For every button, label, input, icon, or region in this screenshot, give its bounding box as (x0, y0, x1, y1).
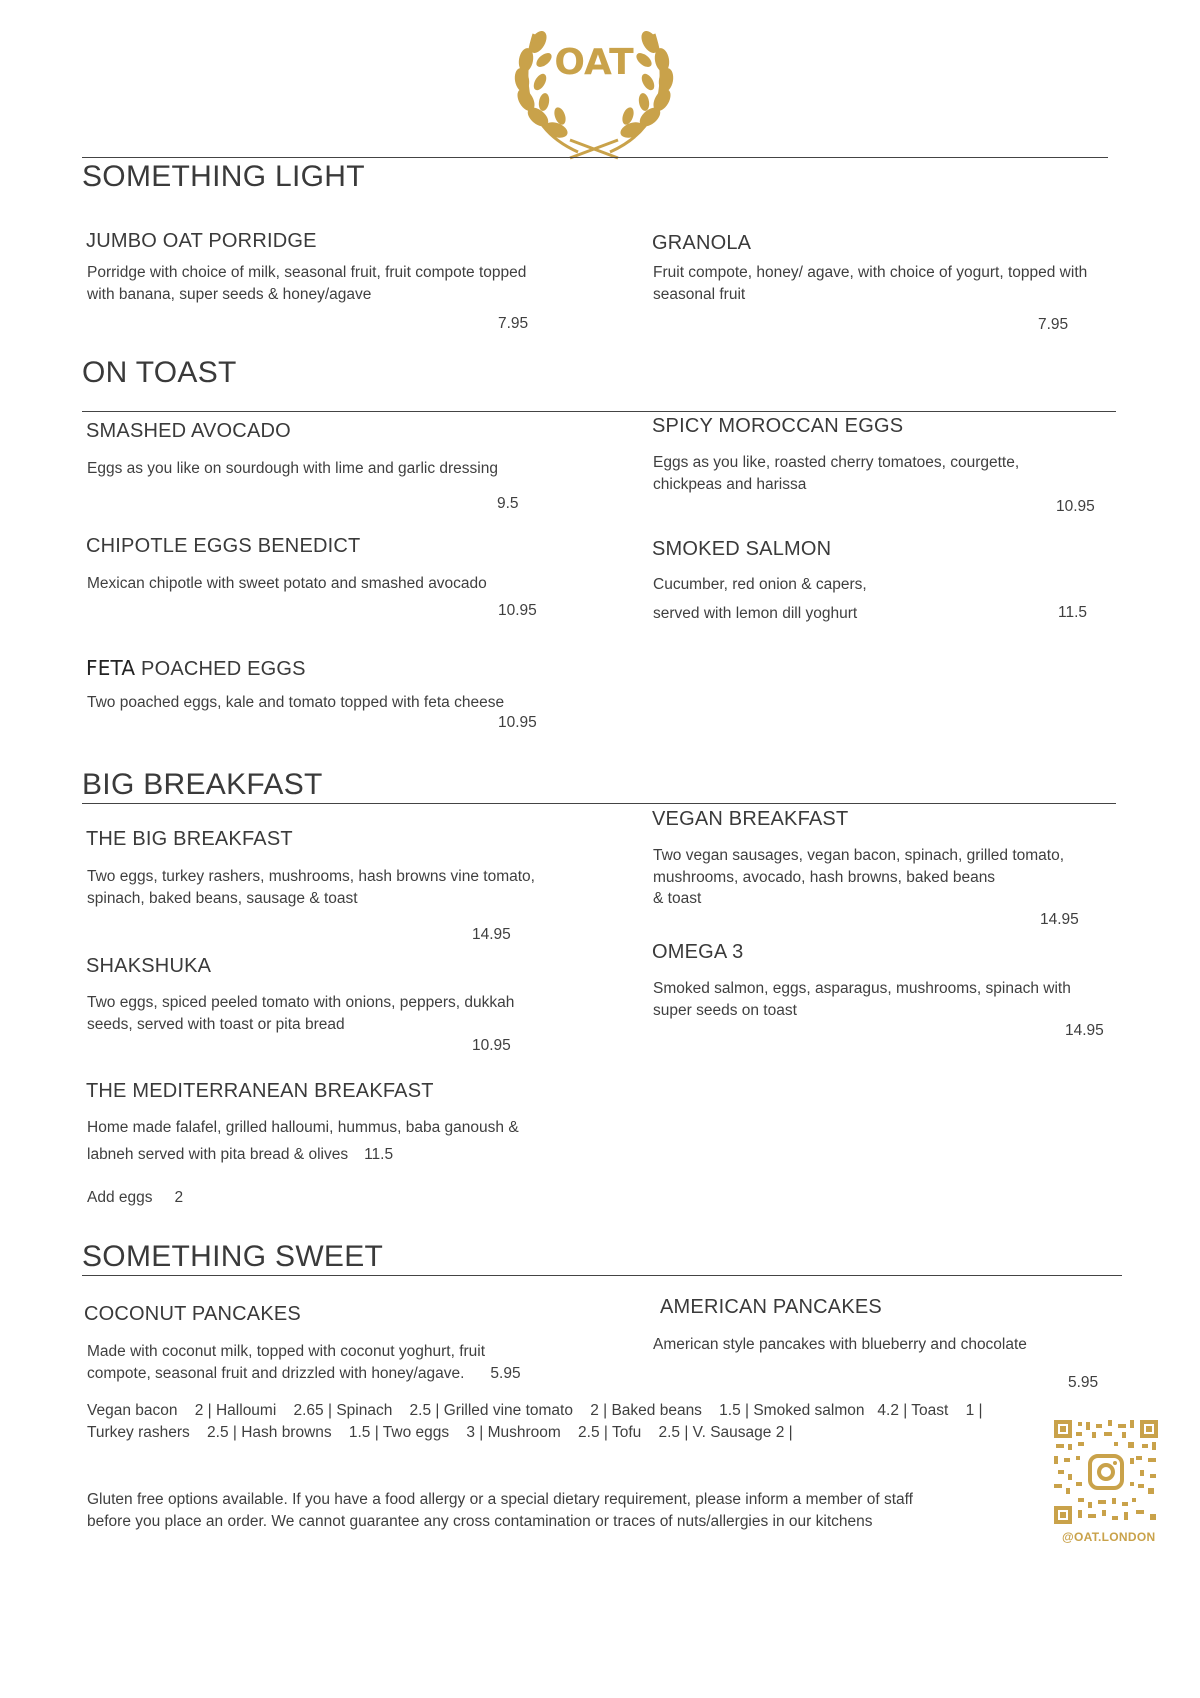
instagram-handle: @OAT.LONDON (1062, 1530, 1156, 1544)
section-divider (82, 411, 1116, 412)
item-title-part: POACHED EGGS (135, 658, 306, 680)
section-divider (82, 1275, 1122, 1276)
section-title-something-light: SOMETHING LIGHT (82, 160, 365, 193)
item-price: 5.95 (490, 1364, 521, 1382)
item-desc: Porridge with choice of milk, seasonal fruit, fruit compote topped with banana, super seeds & honey/agave (87, 264, 527, 303)
section-title-on-toast: ON TOAST (82, 356, 237, 389)
item-title-smashed-avocado: SMASHED AVOCADO (86, 420, 291, 442)
item-title-feta-poached-eggs (86, 656, 306, 681)
item-desc: Eggs as you like on sourdough with lime and garlic dressing (87, 460, 498, 477)
item-desc: Eggs as you like, roasted cherry tomatoes, courgette, chickpeas and harissa (653, 454, 1020, 493)
item-price: 10.95 (498, 602, 537, 619)
item-desc: Two eggs, turkey rashers, mushrooms, hash browns vine tomato, spinach, baked beans, sausage & toast (87, 868, 535, 907)
item-title-shakshuka: SHAKSHUKA (86, 955, 212, 977)
item-price: 14.95 (1040, 911, 1079, 928)
item-title-coconut-pancakes: COCONUT PANCAKES (84, 1303, 301, 1325)
item-title-chipotle-eggs-benedict: CHIPOTLE EGGS BENEDICT (86, 535, 361, 557)
section-title-something-sweet: SOMETHING SWEET (82, 1240, 384, 1273)
item-desc: Two eggs, spiced peeled tomato with onions, peppers, dukkah seeds, served with toast or pita bread (87, 994, 515, 1033)
item-desc: Mexican chipotle with sweet potato and smashed avocado (87, 575, 487, 592)
instagram-qr-code[interactable] (1052, 1418, 1160, 1526)
item-price: 10.95 (472, 1037, 511, 1054)
section-title-big-breakfast: BIG BREAKFAST (82, 768, 323, 801)
item-price: 11.5 (364, 1146, 394, 1163)
item-title-omega-3: OMEGA 3 (652, 941, 744, 963)
item-desc: served with lemon dill yoghurt (653, 605, 858, 622)
qr-code-icon (1052, 1418, 1160, 1526)
item-title-smoked-salmon: SMOKED SALMON (652, 538, 832, 560)
item-title-granola: GRANOLA (652, 232, 752, 254)
item-price: 14.95 (472, 926, 511, 943)
item-title-jumbo-oat-porridge: JUMBO OAT PORRIDGE (86, 230, 317, 252)
item-desc: Home made falafel, grilled halloumi, hummus, baba ganoush & (87, 1119, 519, 1136)
item-title-the-big-breakfast: THE BIG BREAKFAST (86, 828, 293, 850)
item-desc: Smoked salmon, eggs, asparagus, mushrooms, spinach with super seeds on toast (653, 980, 1071, 1019)
item-price: 10.95 (1056, 498, 1095, 515)
item-price: 7.95 (498, 315, 529, 332)
item-price: 9.5 (497, 495, 519, 512)
item-title-part: FETA (86, 656, 136, 680)
item-title-vegan-breakfast: VEGAN BREAKFAST (652, 808, 849, 830)
item-desc: labneh served with pita bread & olives 11.5 (87, 1146, 394, 1163)
oat-logo (508, 12, 680, 160)
allergy-notice: Gluten free options available. If you have a food allergy or a special dietary requirement, please inform a member of staff before you place an order. We cannot guarantee any cross contamination or traces of nuts/allergies in our kitchens (87, 1491, 913, 1530)
item-desc: Made with coconut milk, topped with coconut yoghurt, fruit compote, seasonal fruit and drizzled with honey/agave. 5.95 (87, 1343, 521, 1382)
item-title-spicy-moroccan-eggs: SPICY MOROCCAN EGGS (652, 415, 904, 437)
add-eggs-extra: Add eggs 2 (87, 1189, 184, 1206)
section-divider (82, 803, 1116, 804)
section-divider (82, 157, 1108, 158)
item-title-american-pancakes: AMERICAN PANCAKES (660, 1296, 882, 1318)
item-desc: Two poached eggs, kale and tomato topped with feta cheese (87, 694, 505, 711)
item-price: 5.95 (1068, 1374, 1099, 1391)
item-desc: Fruit compote, honey/ agave, with choice of yogurt, topped with seasonal fruit (653, 264, 1088, 303)
sides-list-line: Turkey rashers 2.5 | Hash browns 1.5 | Two eggs 3 | Mushroom 2.5 | Tofu 2.5 | V. Sausage 2 | (87, 1424, 793, 1441)
item-price: 10.95 (498, 714, 537, 731)
sides-list-line: Vegan bacon 2 | Halloumi 2.65 | Spinach 2.5 | Grilled vine tomato 2 | Baked beans 1.5 | Smoked salmon 4.2 | Toast 1 | (87, 1402, 983, 1419)
laurel-wreath-icon (508, 12, 680, 160)
item-price: 7.95 (1038, 316, 1069, 333)
item-price: 14.95 (1065, 1022, 1104, 1039)
logo-wordmark: OAT (554, 42, 634, 83)
item-desc: Cucumber, red onion & capers, (653, 576, 867, 593)
item-desc: Two vegan sausages, vegan bacon, spinach, grilled tomato, mushrooms, avocado, hash browns, baked beans & toast (653, 847, 1065, 907)
item-price: 11.5 (1058, 604, 1088, 621)
item-desc: American style pancakes with blueberry and chocolate (653, 1336, 1027, 1353)
item-title-the-mediterranean-breakfast: THE MEDITERRANEAN BREAKFAST (86, 1080, 434, 1102)
